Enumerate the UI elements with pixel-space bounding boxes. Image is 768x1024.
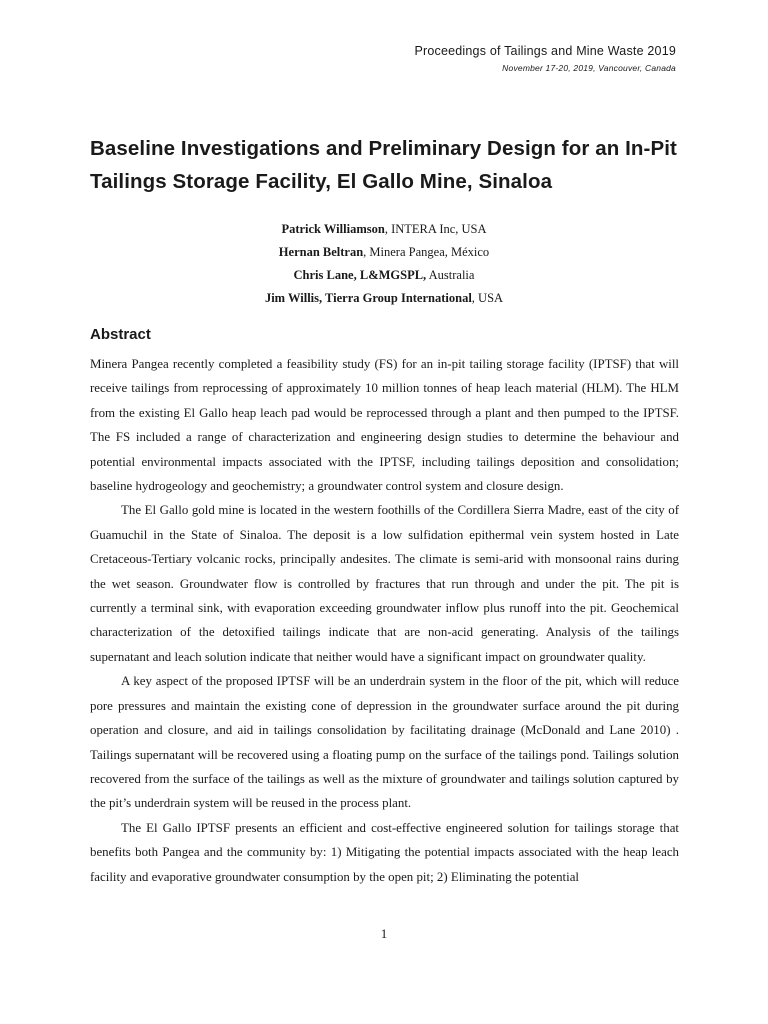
author-affiliation: , INTERA Inc, USA — [384, 222, 487, 236]
author-name: Jim Willis, Tierra Group International — [264, 291, 472, 305]
abstract-paragraph: The El Gallo gold mine is located in the western foothills of the Cordillera Sierra Madre, east of the city of Guamuchil in the State of Sinaloa. The deposit is a low sulfidation epithermal vein system hosted in Late Cretaceous-Tertiary volcanic rocks, principally andesites. The climate is semi-arid with monsoonal rains during the wet season. Groundwater flow is controlled by fractures that run through and under the pit. The pit is currently a terminal sink, with evaporation exceeding groundwater inflow plus runoff into the pit. Geochemical characterization of the detoxified tailings indicate that are non-acid generating. Analysis of the tailings supernatant and leach solution indicate that neither would have a significant impact on groundwater quality. — [90, 503, 679, 664]
author-affiliation: , USA — [471, 291, 504, 305]
page-number: 1 — [380, 926, 388, 941]
author-line — [90, 241, 678, 264]
abstract-body — [90, 352, 679, 889]
page-header — [414, 44, 676, 73]
abstract-paragraph: A key aspect of the proposed IPTSF will be an underdrain system in the floor of the pit, which will reduce pore pressures and maintain the existing cone of depression in the groundwater surface around the pit during operation and closure, and aid in tailings consolidation by facilitating drainage (McDonald and Lane 2010) . Tailings supernatant will be recovered using a floating pump on the surface of the tailings pond. Tailings solution recovered from the surface of the tailings as well as the mixture of groundwater and tailings solution captured by the pit’s underdrain system will be reused in the process plant. — [90, 674, 679, 811]
conference-dates: November 17-20, 2019, Vancouver, Canada — [502, 63, 676, 73]
abstract-heading: Abstract — [90, 326, 151, 343]
abstract-paragraph: The El Gallo IPTSF presents an efficient and cost-effective engineered solution for tailings storage that benefits both Pangea and the community by: 1) Mitigating the potential impacts associated with the heap leach facility and evaporative groundwater consumption by the open pit; 2) Eliminating the potential — [90, 820, 679, 884]
author-list — [90, 218, 678, 310]
author-line — [90, 218, 678, 241]
author-affiliation: Australia — [426, 268, 475, 282]
author-line — [90, 287, 678, 310]
author-affiliation: , Minera Pangea, México — [363, 245, 490, 259]
paper-title: Baseline Investigations and Preliminary Design for an In-Pit Tailings Storage Facility, El Gallo Mine, Sinaloa — [90, 137, 677, 193]
conference-name: Proceedings of Tailings and Mine Waste 2019 — [414, 44, 676, 58]
abstract-paragraph: Minera Pangea recently completed a feasibility study (FS) for an in-pit tailing storage facility (IPTSF) that will receive tailings from reprocessing of approximately 10 million tonnes of heap leach material (HLM). The HLM from the existing El Gallo heap leach pad would be reprocessed through a plant and then pumped to the IPTSF. The FS included a range of characterization and engineering design studies to determine the behaviour and potential environmental impacts associated with the IPTSF, including tailings deposition and consolidation; baseline hydrogeology and geochemistry; a groundwater control system and closure design. — [90, 357, 679, 494]
author-name: Hernan Beltran — [278, 245, 364, 259]
author-name: Patrick Williamson — [281, 222, 385, 236]
author-name: Chris Lane, L&MGSPL, — [293, 268, 427, 282]
author-line — [90, 264, 678, 287]
